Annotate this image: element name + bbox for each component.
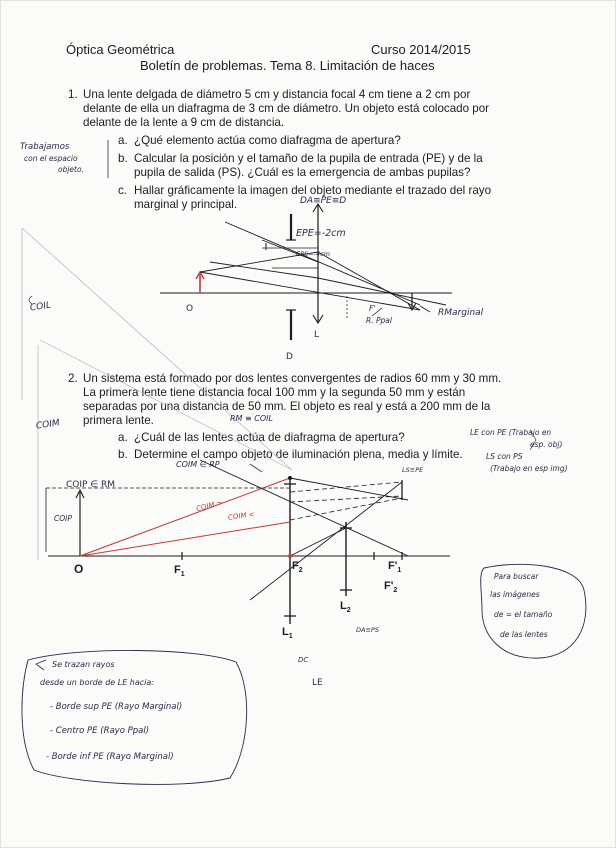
problem1-b-line2: pupila de salida (PS). ¿Cuál es la emergencia de ambas pupilas?: [134, 166, 471, 179]
fig1-object-O: O: [186, 304, 194, 314]
fig2-le-label: LE: [312, 678, 323, 688]
course-year: Curso 2014/2015: [371, 42, 471, 57]
problem1-line2: delante de ella un diafragma de 3 cm de diámetro. Un objeto está colocado por: [83, 102, 490, 115]
fig2-focal-F1-prime: $F'_1$: [388, 560, 402, 575]
fig2-ls-label: LS≡PE: [402, 466, 424, 474]
fig1-rmarginal-label: RMarginal: [438, 308, 484, 318]
fig2-focal-F2: $F_2$: [292, 560, 303, 575]
ls-note-line2: (Trabajo en esp img): [490, 464, 568, 473]
fig2-object-O: O: [74, 562, 84, 576]
fig2-lens-L2: $L_2$: [340, 600, 351, 615]
fig1-diaphragm-D: D: [286, 352, 293, 362]
box2-line2: desde un borde de LE hacia:: [40, 678, 154, 687]
problem1-number: 1.: [68, 88, 78, 101]
box1-line3: de = el tamaño: [494, 610, 553, 619]
problem2-line2: La primera lente tiene distancia focal 100 mm y la segunda 50 mm y están: [83, 386, 466, 399]
fig2-focal-F2-prime: $F'_2$: [384, 580, 398, 595]
problem1-b-label: b.: [118, 152, 128, 165]
box1-line1: Para buscar: [494, 572, 539, 581]
problem2-b-text: Determine el campo objeto de iluminación plena, media y límite.: [134, 448, 463, 461]
box2-line4: - Centro PE (Rayo Ppal): [50, 726, 150, 736]
coim-rp-label: COIM ∈ RP: [176, 460, 220, 469]
box1-line2: las imágenes: [490, 590, 540, 599]
problem2-b-label: b.: [118, 448, 128, 461]
problem1-c-line1: Hallar gráficamente la imagen del objeto mediante el trazado del rayo: [134, 184, 492, 197]
fig2-dc-label: DC: [298, 656, 309, 664]
problem2-line4: primera lente.: [83, 414, 154, 427]
problem2-line3: separadas por una distancia de 50 mm. El objeto es real y está a 200 mm de la: [83, 400, 491, 413]
note-box-left: [22, 650, 247, 784]
doc-subtitle: Boletín de problemas. Tema 8. Limitación de haces: [140, 58, 435, 73]
coip-rm-label: COIP ∈ RM: [66, 480, 116, 490]
fig1-rppal-label: R. Ppal: [366, 316, 392, 325]
problem1-b-line1: Calcular la posición y el tamaño de la pupila de entrada (PE) y de la: [134, 152, 483, 165]
problem1-a-label: a.: [118, 134, 128, 147]
le-note-line2: esp. obj): [530, 440, 563, 449]
problem1-c-line2: marginal y principal.: [134, 198, 238, 211]
coip-label: COIP: [54, 514, 72, 523]
fig2-lens-L1: $L_1$: [282, 626, 293, 641]
box2-line1: Se trazan rayos: [52, 660, 115, 669]
fig1-focal-F: F': [369, 304, 376, 313]
box1-line4: de las lentes: [500, 630, 548, 639]
margin-note-line1: Trabajamos: [20, 142, 70, 152]
box2-line5: - Borde inf PE (Rayo Marginal): [46, 752, 174, 762]
fig2-da-ps-label: DA≡PS: [356, 626, 379, 634]
fig2-focal-F1: $F_1$: [174, 564, 185, 579]
fig1-epe-label: EPE=-2cm: [296, 228, 346, 239]
coim-label: COIM: [35, 418, 61, 432]
fig1-eps-label: EPS=-4cm: [296, 250, 330, 258]
rm-coil-label: RM ≡ COIL: [230, 414, 273, 423]
le-note-line1: LE con PE (Trabajo en: [470, 428, 552, 437]
problem1-line1: Una lente delgada de diámetro 5 cm y distancia focal 4 cm tiene a 2 cm por: [83, 88, 471, 101]
fig1-da-label: DA≡PE≡D: [300, 196, 347, 206]
margin-note-line3: objeto.: [58, 165, 84, 174]
problem1-c-label: c.: [118, 184, 128, 197]
box2-line3: - Borde sup PE (Rayo Marginal): [50, 702, 183, 712]
problem2-a-label: a.: [118, 431, 128, 444]
fig1-lens-L: L: [314, 330, 320, 340]
problem2-a-text: ¿Cuál de las lentes actúa de diafragma de apertura?: [134, 431, 405, 444]
problem1-line3: delante de la lente a 9 cm de distancia.: [83, 116, 285, 129]
red-coim-less: COIM <: [227, 510, 256, 522]
doc-title: Óptica Geométrica: [66, 42, 175, 57]
coil-label: COIL: [29, 300, 52, 314]
figure1-optics-diagram: [22, 204, 452, 560]
problem2-line1: Un sistema está formado por dos lentes convergentes de radios 60 mm y 30 mm.: [83, 372, 502, 385]
problem2-number: 2.: [68, 372, 78, 385]
ls-note-line1: LS con PS: [486, 452, 523, 461]
red-coim-greater: COIM >: [195, 498, 224, 514]
problem1-a-text: ¿Qué elemento actúa como diafragma de apertura?: [134, 134, 401, 147]
margin-note-line2: con el espacio: [24, 154, 78, 163]
